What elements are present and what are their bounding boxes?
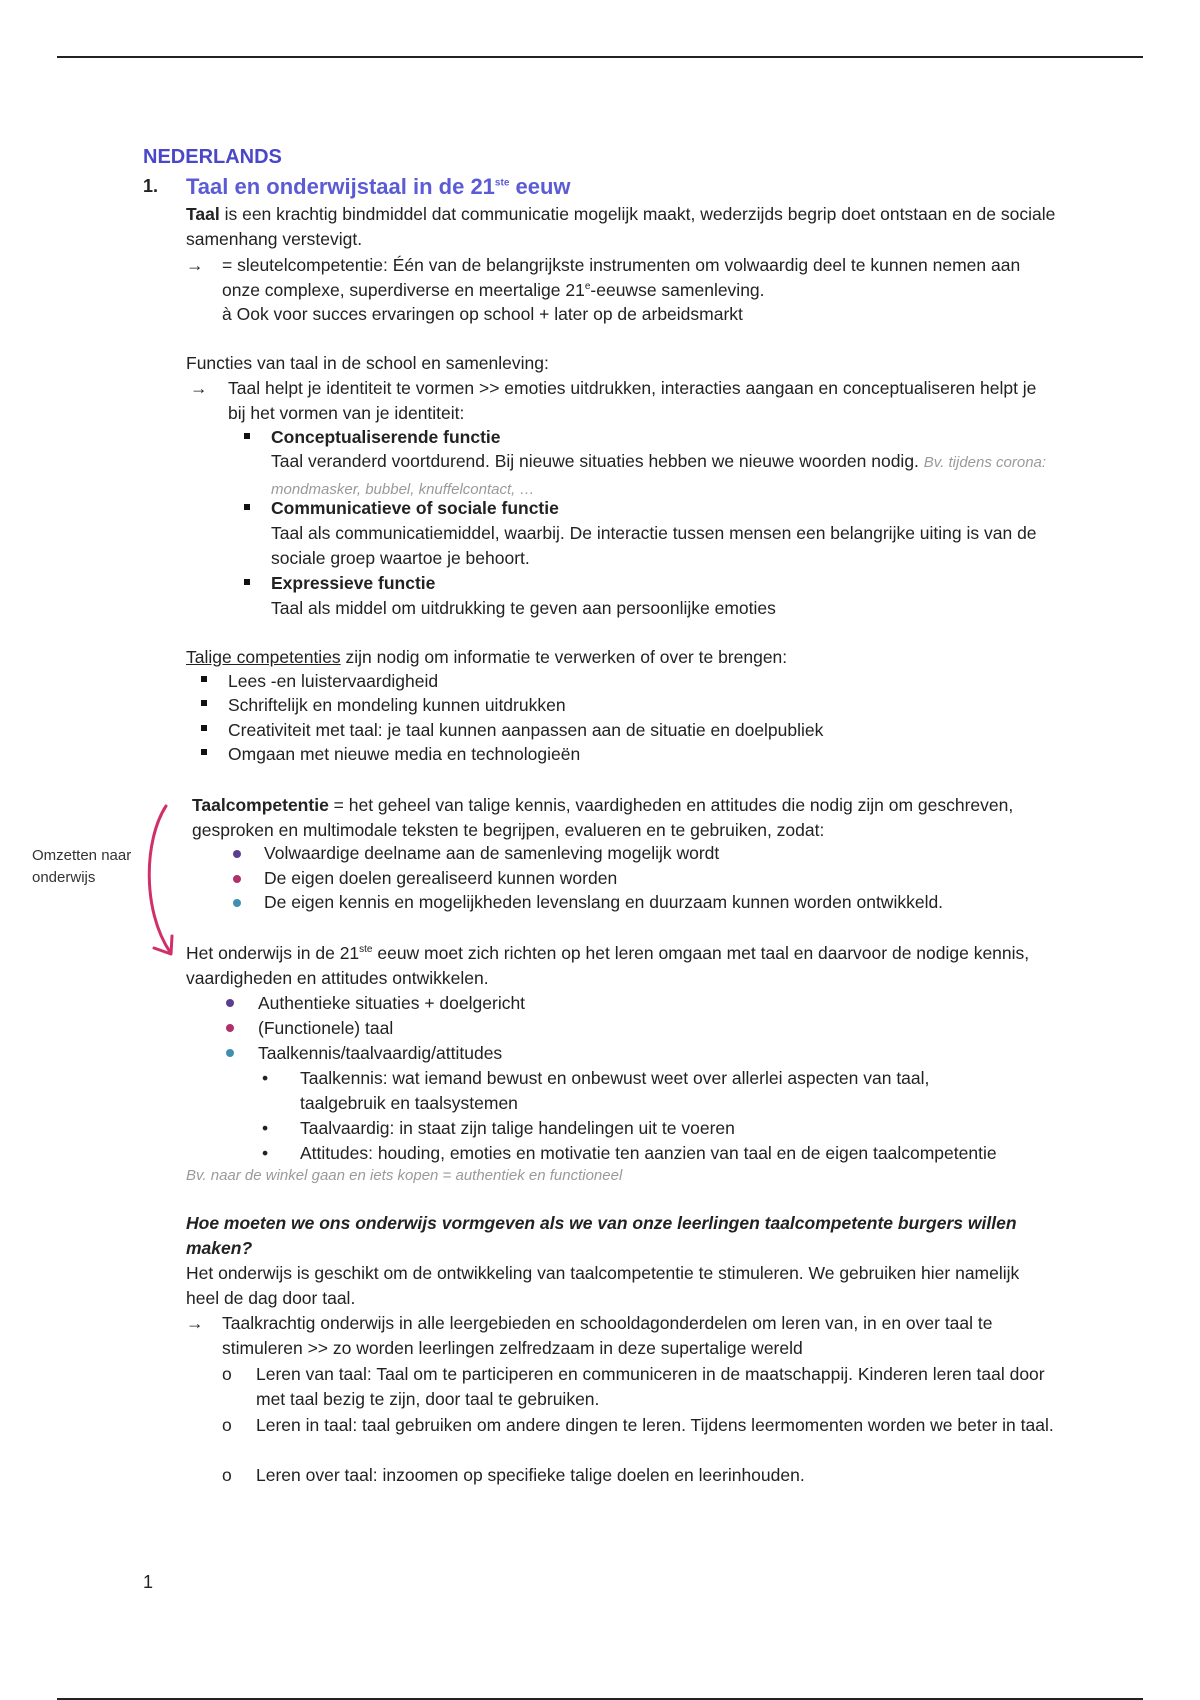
arrow-icon: → [186, 255, 204, 275]
example-note: Bv. naar de winkel gaan en iets kopen = authentiek en functioneel [186, 1167, 623, 1184]
function-text: Taal veranderd voortdurend. Bij nieuwe situaties hebben we nieuwe woorden nodig. Bv. tijdens corona: mondmasker, bubbel, knuffelcontact, … [271, 451, 1047, 498]
sub-list-item: Taalkennis: wat iemand bewust en onbewust weet over allerlei aspecten van taal, taalgebruik en taalsystemen [300, 1068, 930, 1113]
arrow-icon: → [190, 378, 208, 398]
sub-list-item: Taalvaardig: in staat zijn talige handelingen uit te voeren [300, 1118, 735, 1138]
sub-list-item: Attitudes: houding, emoties en motivatie ten aanzien van taal en de eigen taalcompetentie [300, 1143, 997, 1163]
bullet-square-icon [193, 718, 199, 743]
bullet-dot-icon [218, 1045, 226, 1063]
bullet-dot-icon [225, 846, 233, 864]
bullet-square-icon [193, 742, 199, 767]
list-item: (Functionele) taal [258, 1018, 394, 1038]
taalcompetentie-definition: Taalcompetentie = het geheel van talige kennis, vaardigheden en attitudes die nodig zijn om geschreven, gesproken en multimodale teksten te begrijpen, evalueren en te gebruiken, zodat: [192, 795, 1014, 840]
arrow-icon: → [186, 1313, 204, 1333]
education-paragraph: Het onderwijs in de 21ste eeuw moet zich richten op het leren omgaan met taal en daarvoor de nodige kennis, vaardigheden en attitudes ontwikkelen. [186, 943, 1030, 988]
functions-arrow-text: Taal helpt je identiteit te vormen >> emoties uitdrukken, interacties aangaan en conceptualiseren helpt je bij het vormen van je identiteit: [228, 378, 1037, 423]
bullet-square-icon [193, 693, 199, 718]
function-title: Communicatieve of sociale functie [271, 498, 559, 518]
bullet-circle-icon: o [222, 1465, 232, 1485]
question-arrow-text: Taalkrachtig onderwijs in alle leergebieden en schooldagonderdelen om leren van, in en over taal te stimuleren >> zo worden leerlingen zelfredzaam in deze supertalige wereld [222, 1313, 993, 1358]
key-competence-text: = sleutelcompetentie: Één van de belangrijkste instrumenten om volwaardig deel te kunnen nemen aan onze complexe, superdiverse en meertalige 21e-eeuwse samenleving. à Ook voor succes ervaringen op school + later op de arbeidsmarkt [222, 255, 1021, 324]
bullet-dot-icon [218, 1020, 226, 1038]
bullet-square-icon [236, 497, 242, 522]
list-item: Leren over taal: inzoomen op specifieke talige doelen en leerinhouden. [256, 1465, 805, 1485]
question-heading: Hoe moeten we ons onderwijs vormgeven als we van onze leerlingen taalcompetente burgers willen maken? [186, 1213, 1017, 1258]
competences-intro: Talige competenties zijn nodig om informatie te verwerken of over te brengen: [186, 647, 788, 667]
bullet-icon: • [262, 1118, 269, 1138]
function-text: Taal als communicatiemiddel, waarbij. De interactie tussen mensen een belangrijke uiting is van de sociale groep waartoe je behoort. [271, 523, 1037, 568]
intro-paragraph: Taal is een krachtig bindmiddel dat communicatie mogelijk maakt, wederzijds begrip doet ontstaan en de sociale samenhang verstevigt. [186, 204, 1056, 249]
bullet-icon: • [262, 1068, 269, 1088]
bullet-square-icon [236, 572, 242, 597]
section-title: Taal en onderwijstaal in de 21ste eeuw [186, 174, 571, 199]
function-text: Taal als middel om uitdrukking te geven aan persoonlijke emoties [271, 598, 776, 618]
section-number: 1. [143, 176, 159, 196]
list-item: Leren in taal: taal gebruiken om andere dingen te leren. Tijdens leermomenten worden we beter in taal. [256, 1415, 1054, 1435]
curved-arrow-icon [140, 800, 180, 960]
bullet-square-icon [236, 426, 242, 451]
bullet-dot-icon [225, 895, 233, 913]
list-item: Authentieke situaties + doelgericht [258, 993, 526, 1013]
side-note: Omzetten naar onderwijs [32, 847, 132, 886]
list-item: Taalkennis/taalvaardig/attitudes [258, 1043, 503, 1063]
subject-heading: NEDERLANDS [143, 146, 282, 168]
bullet-dot-icon [218, 995, 226, 1013]
bullet-square-icon [193, 669, 199, 694]
list-item: De eigen kennis en mogelijkheden levenslang en duurzaam kunnen worden ontwikkeld. [264, 892, 944, 912]
list-item: Lees -en luistervaardigheid [228, 671, 439, 691]
function-title: Conceptualiserende functie [271, 427, 501, 447]
list-item: Schriftelijk en mondeling kunnen uitdrukken [228, 695, 566, 715]
bullet-dot-icon [225, 871, 233, 889]
top-rule [57, 56, 1143, 58]
bullet-circle-icon: o [222, 1415, 232, 1435]
function-title: Expressieve functie [271, 573, 436, 593]
list-item: Volwaardige deelname aan de samenleving mogelijk wordt [264, 843, 720, 863]
list-item: Creativiteit met taal: je taal kunnen aanpassen aan de situatie en doelpubliek [228, 720, 824, 740]
bullet-icon: • [262, 1143, 269, 1163]
question-paragraph: Het onderwijs is geschikt om de ontwikkeling van taalcompetentie te stimuleren. We gebruiken hier namelijk heel de dag door taal. [186, 1263, 1020, 1308]
functions-heading: Functies van taal in de school en samenleving: [186, 353, 549, 373]
bullet-circle-icon: o [222, 1364, 232, 1384]
list-item: De eigen doelen gerealiseerd kunnen worden [264, 868, 618, 888]
list-item: Omgaan met nieuwe media en technologieën [228, 744, 581, 764]
list-item: Leren van taal: Taal om te participeren en communiceren in de maatschappij. Kinderen leren taal door met taal bezig te zijn, door taal te gebruiken. [256, 1364, 1045, 1409]
page-number: 1 [143, 1572, 154, 1592]
